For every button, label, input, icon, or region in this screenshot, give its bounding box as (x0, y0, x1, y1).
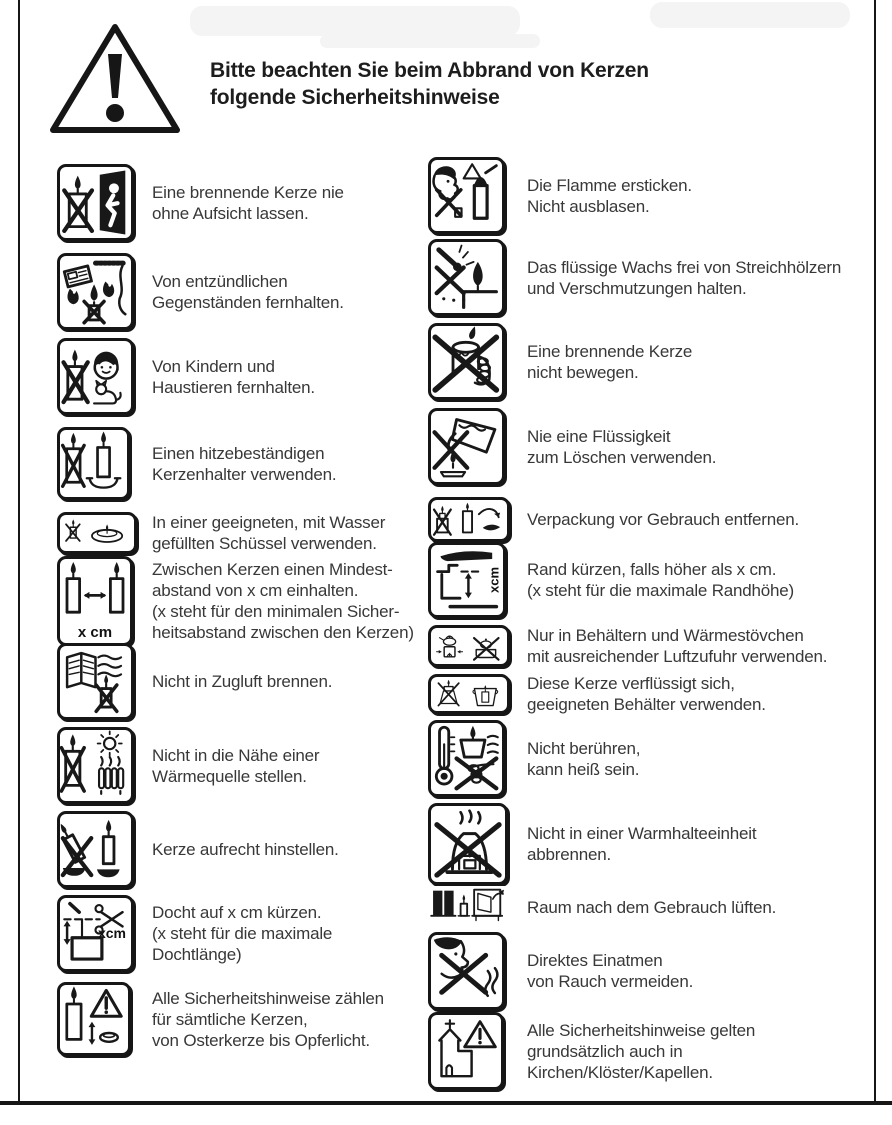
safety-instruction-row (428, 157, 692, 234)
ventilate-room-icon (428, 886, 524, 928)
instruction-text-line: von Rauch vermeiden. (527, 972, 694, 991)
instruction-text-line: Nicht in die Nähe einer (152, 745, 320, 765)
safety-instruction-row (428, 497, 799, 542)
applies-to-all-candles-icon (57, 982, 131, 1056)
instruction-text (527, 509, 799, 530)
scan-artifact (650, 2, 850, 28)
instruction-text-line: Von entzündlichen (152, 271, 288, 291)
page-title (210, 57, 649, 111)
safety-instruction-row (57, 643, 332, 720)
instruction-text (527, 559, 794, 601)
no-food-warmer-icon (428, 803, 508, 885)
heat-resistant-holder-icon (57, 427, 130, 500)
safety-instruction-row (57, 512, 385, 554)
keep-from-children-pets-icon (57, 338, 134, 415)
instruction-text (152, 559, 414, 643)
safety-instruction-row (428, 542, 794, 618)
instruction-text-line: Nie eine Flüssigkeit (527, 426, 671, 446)
safety-instruction-row (428, 625, 827, 667)
instruction-text-line: zum Löschen verwenden. (527, 447, 717, 467)
instruction-text (152, 182, 344, 224)
instruction-text-line: Diese Kerze verflüssigt sich, (527, 674, 735, 693)
instruction-text-line: (x steht für den minimalen Sicher- (152, 602, 400, 621)
instruction-text-line: Direktes Einatmen (527, 951, 663, 970)
instruction-text-line: Rand kürzen, falls höher als x cm. (527, 560, 777, 579)
instruction-text-line: grundsätzlich auch in (527, 1041, 683, 1061)
instruction-text-line: Nicht in einer Warmhalteeinheit (527, 824, 757, 843)
instruction-text-line: (x steht für die maximale Randhöhe) (527, 581, 795, 600)
remove-packaging-icon (428, 497, 510, 542)
instruction-text-line: (x steht für die maximale (152, 924, 333, 943)
safety-instruction-row (428, 323, 692, 400)
instruction-text (527, 673, 766, 715)
safety-instruction-row (428, 720, 640, 797)
scan-artifact (320, 34, 540, 48)
applies-in-churches-icon (428, 1012, 504, 1090)
instruction-text-line: Wärmequelle stellen. (152, 766, 307, 786)
no-draft-icon (57, 643, 134, 720)
instruction-text-line: Raum nach dem Gebrauch lüften. (527, 897, 777, 917)
icon-dimension-label: xcm (97, 924, 126, 941)
instruction-text (527, 950, 693, 992)
instruction-text-line: und Verschmutzungen halten. (527, 278, 747, 298)
instruction-text-line: Alle Sicherheitshinweise zählen (152, 988, 384, 1008)
instruction-text-line: In einer geeigneten, mit Wasser (152, 513, 386, 532)
instruction-text-line: Kirchen/Klöster/Kapellen. (527, 1062, 713, 1082)
instruction-text (527, 175, 692, 217)
instruction-text (527, 257, 841, 299)
minimum-distance-icon (57, 556, 133, 646)
instruction-text-line: Zwischen Kerzen einen Mindest- (152, 560, 393, 579)
safety-instruction-row (428, 673, 766, 715)
instruction-text-line: Kerzenhalter verwenden. (152, 464, 337, 484)
water-filled-bowl-icon (57, 512, 137, 554)
avoid-smoke-inhalation-icon (428, 932, 505, 1010)
icon-dimension-label: x cm (77, 624, 113, 641)
instruction-text-line: Docht auf x cm kürzen. (152, 903, 322, 922)
instruction-text (152, 988, 384, 1051)
page-bottom-rule (0, 1101, 892, 1105)
trim-wick-icon (57, 895, 134, 972)
safety-instruction-row (57, 253, 344, 330)
instruction-text-line: Dochtlänge) (152, 945, 242, 964)
keep-from-flammables-icon (57, 253, 134, 330)
instruction-text-line: für sämtliche Kerzen, (152, 1009, 308, 1029)
safety-instruction-row (428, 886, 776, 928)
safety-instruction-row (57, 556, 414, 646)
instruction-text (152, 512, 385, 554)
warning-triangle-icon (46, 20, 184, 136)
instruction-text (152, 745, 319, 787)
safety-instruction-row (428, 932, 693, 1010)
instruction-text (152, 839, 339, 860)
safety-instruction-row (57, 982, 384, 1056)
instruction-text-line: von Osterkerze bis Opferlicht. (152, 1030, 370, 1050)
instruction-text-line: Eine brennende Kerze nie (152, 182, 344, 202)
do-not-move-burning-icon (428, 323, 505, 400)
instruction-text-line: Gegenständen fernhalten. (152, 292, 344, 312)
trim-rim-icon (428, 542, 506, 618)
instruction-text (152, 671, 332, 692)
instruction-text (527, 738, 640, 780)
instruction-text-line: Nur in Behältern und Wärmestövchen (527, 626, 804, 645)
safety-instruction-row (57, 727, 319, 804)
safety-instruction-row (428, 803, 756, 885)
instruction-text-line: Verpackung vor Gebrauch entfernen. (527, 510, 799, 529)
instruction-text-line: mit ausreichender Luftzufuhr verwenden. (527, 647, 828, 666)
instruction-text-line: heitsabstand zwischen den Kerzen) (152, 623, 414, 642)
no-matches-in-wax-icon (428, 239, 505, 316)
instruction-text-line: ohne Aufsicht lassen. (152, 203, 309, 223)
instruction-text-line: Von Kindern und (152, 356, 275, 376)
no-unattended-candle-icon (57, 164, 134, 241)
instruction-text (152, 356, 315, 398)
instruction-text (527, 823, 756, 865)
safety-instruction-row (428, 1012, 755, 1090)
instruction-text (527, 1020, 755, 1083)
instruction-text (152, 271, 344, 313)
instruction-text-line: abbrennen. (527, 845, 612, 864)
instruction-text-line: Nicht berühren, (527, 738, 641, 758)
safety-instruction-row (428, 239, 841, 316)
safety-instruction-row (57, 427, 336, 500)
candle-upright-icon (57, 811, 134, 888)
instruction-text-line: geeigneten Behälter verwenden. (527, 695, 766, 714)
instruction-text-line: Die Flamme ersticken. (527, 175, 692, 195)
instruction-text-line: Nicht in Zugluft brennen. (152, 672, 333, 691)
instruction-text-line: kann heiß sein. (527, 759, 640, 779)
safety-instruction-row (57, 895, 332, 972)
instruction-text-line: Eine brennende Kerze (527, 341, 693, 361)
do-not-touch-hot-icon (428, 720, 505, 797)
scan-artifact (190, 6, 520, 36)
instruction-text-line: gefüllten Schüssel verwenden. (152, 534, 377, 553)
page-title-line2: folgende Sicherheitshinweise (210, 86, 500, 109)
instruction-text (527, 625, 827, 667)
liquefying-candle-container-icon (428, 674, 510, 714)
instruction-text-line: Das flüssige Wachs frei von Streichhölzern (527, 257, 842, 277)
instruction-text-line: Haustieren fernhalten. (152, 377, 315, 397)
instruction-text (527, 426, 716, 468)
safety-instruction-row (57, 811, 339, 888)
safety-instruction-row (57, 338, 315, 415)
instruction-text-line: abstand von x cm einhalten. (152, 581, 359, 600)
page-title-line1: Bitte beachten Sie beim Abbrand von Kerzen (210, 59, 649, 82)
instruction-text-line: Nicht ausblasen. (527, 196, 650, 216)
instruction-text-line: Einen hitzebeständigen (152, 443, 325, 463)
instruction-text-line: Kerze aufrecht hinstellen. (152, 840, 339, 859)
instruction-text (527, 341, 692, 383)
instruction-text (152, 443, 336, 485)
smother-flame-icon (428, 157, 505, 234)
safety-instruction-row (428, 408, 716, 485)
ventilated-containers-icon (428, 625, 510, 667)
icon-dimension-label: xcm (486, 566, 502, 594)
safety-instruction-row (57, 164, 344, 241)
instruction-text-line: Alle Sicherheitshinweise gelten (527, 1020, 756, 1040)
instruction-text-line: nicht bewegen. (527, 362, 639, 382)
instruction-text (527, 897, 776, 918)
no-liquid-to-extinguish-icon (428, 408, 505, 485)
instruction-text (152, 902, 332, 965)
no-heat-source-icon (57, 727, 134, 804)
